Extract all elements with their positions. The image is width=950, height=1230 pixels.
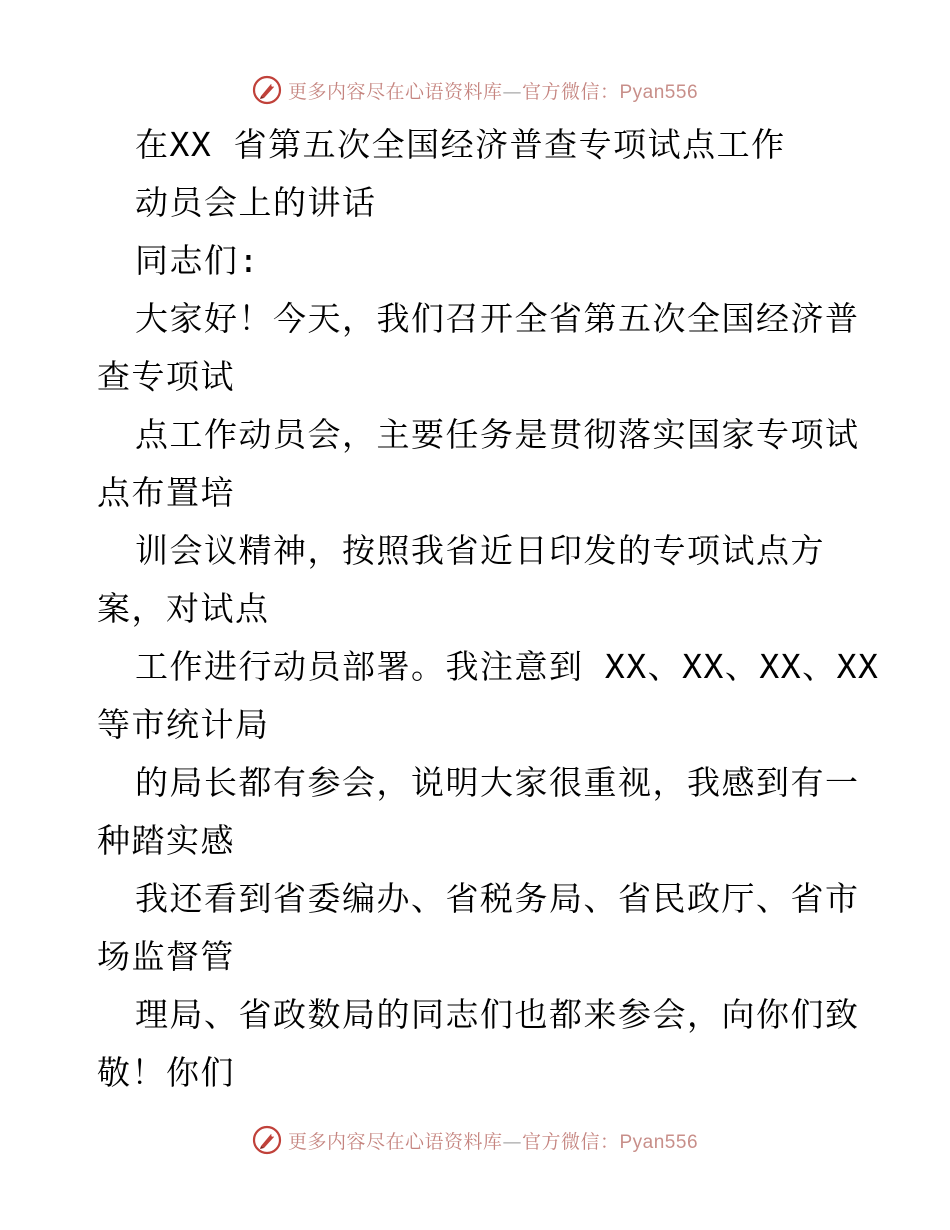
document-body [97,116,880,1102]
document-line: 查专项试 [97,357,235,396]
document-line: 种踏实感 [97,821,235,860]
pen-logo-icon [252,1125,282,1155]
document-line: 在XX 省第五次全国经济普查专项试点工作 [135,125,786,164]
document-line: 等市统计局 [97,705,270,744]
document-line: 训会议精神，按照我省近日印发的专项试点方 [135,531,825,570]
watermark-label: 官方微信： [521,80,620,103]
document-line: 我还看到省委编办、省税务局、省民政厅、省市 [135,879,860,918]
watermark-label: 官方微信： [521,1130,620,1153]
footer-watermark [0,1120,950,1160]
document-line: 大家好！今天，我们召开全省第五次全国经济普 [135,299,860,338]
watermark-dash: — [502,80,522,103]
document-line: 场监督管 [97,937,235,976]
document-line: 的局长都有参会，说明大家很重视，我感到有一 [135,763,860,802]
watermark-account: Pyan556 [619,1131,699,1153]
pen-logo-icon [252,75,282,105]
watermark-prefix: 更多内容尽在心语资料库 [287,80,503,103]
document-line: 敬！你们 [97,1053,235,1092]
document-line: 同志们: [135,241,260,280]
document-line: 动员会上的讲话 [135,183,377,222]
watermark-content [252,75,698,105]
watermark-account: Pyan556 [619,81,699,103]
document-line: 工作进行动员部署。我注意到 XX、XX、XX、XX [135,647,880,686]
document-line: 案，对试点 [97,589,270,628]
document-line: 点工作动员会，主要任务是贯彻落实国家专项试 [135,415,860,454]
watermark-text [288,77,698,104]
watermark-text [288,1127,698,1154]
document-line: 理局、省政数局的同志们也都来参会，向你们致 [135,995,860,1034]
watermark-content [252,1125,698,1155]
watermark-dash: — [502,1130,522,1153]
header-watermark [0,70,950,110]
watermark-prefix: 更多内容尽在心语资料库 [287,1130,503,1153]
document-line: 点布置培 [97,473,235,512]
